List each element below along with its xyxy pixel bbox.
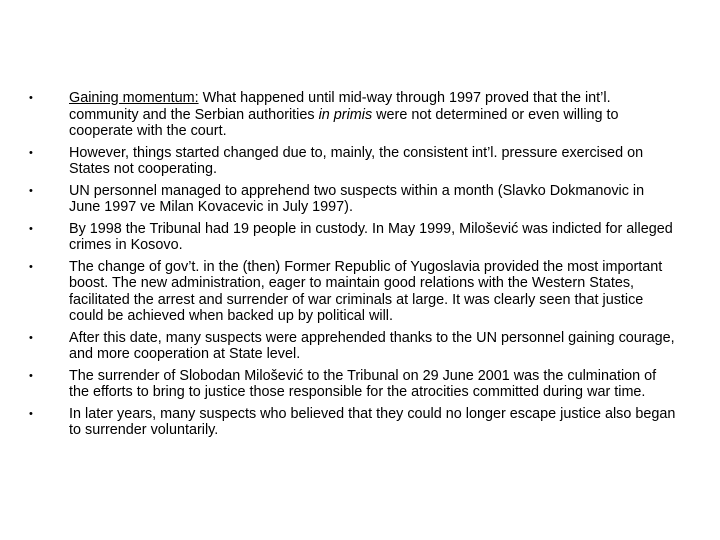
bullet-marker: • xyxy=(29,407,33,420)
bullet-marker: • xyxy=(29,369,33,382)
bullet-text: The change of gov’t. in the (then) Former Republic of Yugoslavia provided the most important boost. The new administration, eager to maintain good relations with the Western States, facilitated the arrest and surrender of war criminals at large. It was clearly seen that justice could be achieved when backed up by political will. xyxy=(69,258,663,324)
bullet-emphasis: in primis xyxy=(318,106,373,123)
bullet-item xyxy=(0,90,679,140)
bullet-marker: • xyxy=(29,222,33,235)
bullet-item xyxy=(0,183,679,216)
bullet-text: UN personnel managed to apprehend two suspects within a month (Slavko Dokmanovic in June 1997 ve Milan Kovacevic in July 1997). xyxy=(69,182,645,215)
bullet-text: The surrender of Slobodan Milošević to the Tribunal on 29 June 2001 was the culmination of the efforts to bring to justice those responsible for the atrocities committed during war time. xyxy=(69,367,657,400)
bullet-text-part: were not determined or even willing to cooperate with the court. xyxy=(69,106,619,139)
bullet-item xyxy=(0,330,679,363)
bullet-marker: • xyxy=(29,92,33,104)
bullet-text: In later years, many suspects who believed that they could no longer escape justice also began to surrender voluntarily. xyxy=(69,405,676,438)
bullet-marker: • xyxy=(29,331,33,344)
bullet-item xyxy=(0,259,679,325)
bullet-marker: • xyxy=(29,184,33,197)
bullet-item xyxy=(0,145,679,178)
bullet-list xyxy=(0,90,679,444)
bullet-marker: • xyxy=(29,146,33,159)
bullet-text: However, things started changed due to, mainly, the consistent int’l. pressure exercised on States not cooperating. xyxy=(69,144,644,177)
bullet-item xyxy=(0,221,679,254)
bullet-text: After this date, many suspects were apprehended thanks to the UN personnel gaining courage, and more cooperation at State level. xyxy=(69,329,675,362)
bullet-text: By 1998 the Tribunal had 19 people in custody. In May 1999, Milošević was indicted for alleged crimes in Kosovo. xyxy=(69,220,673,253)
bullet-text-part: What happened until mid-way through 1997 proved that the int’l. community and the Serbian authorities xyxy=(69,90,611,123)
bullet-item xyxy=(0,368,679,401)
bullet-marker: • xyxy=(29,260,33,273)
bullet-lead: Gaining momentum: xyxy=(69,90,199,106)
bullet-text xyxy=(69,90,619,139)
bullet-item xyxy=(0,406,679,439)
